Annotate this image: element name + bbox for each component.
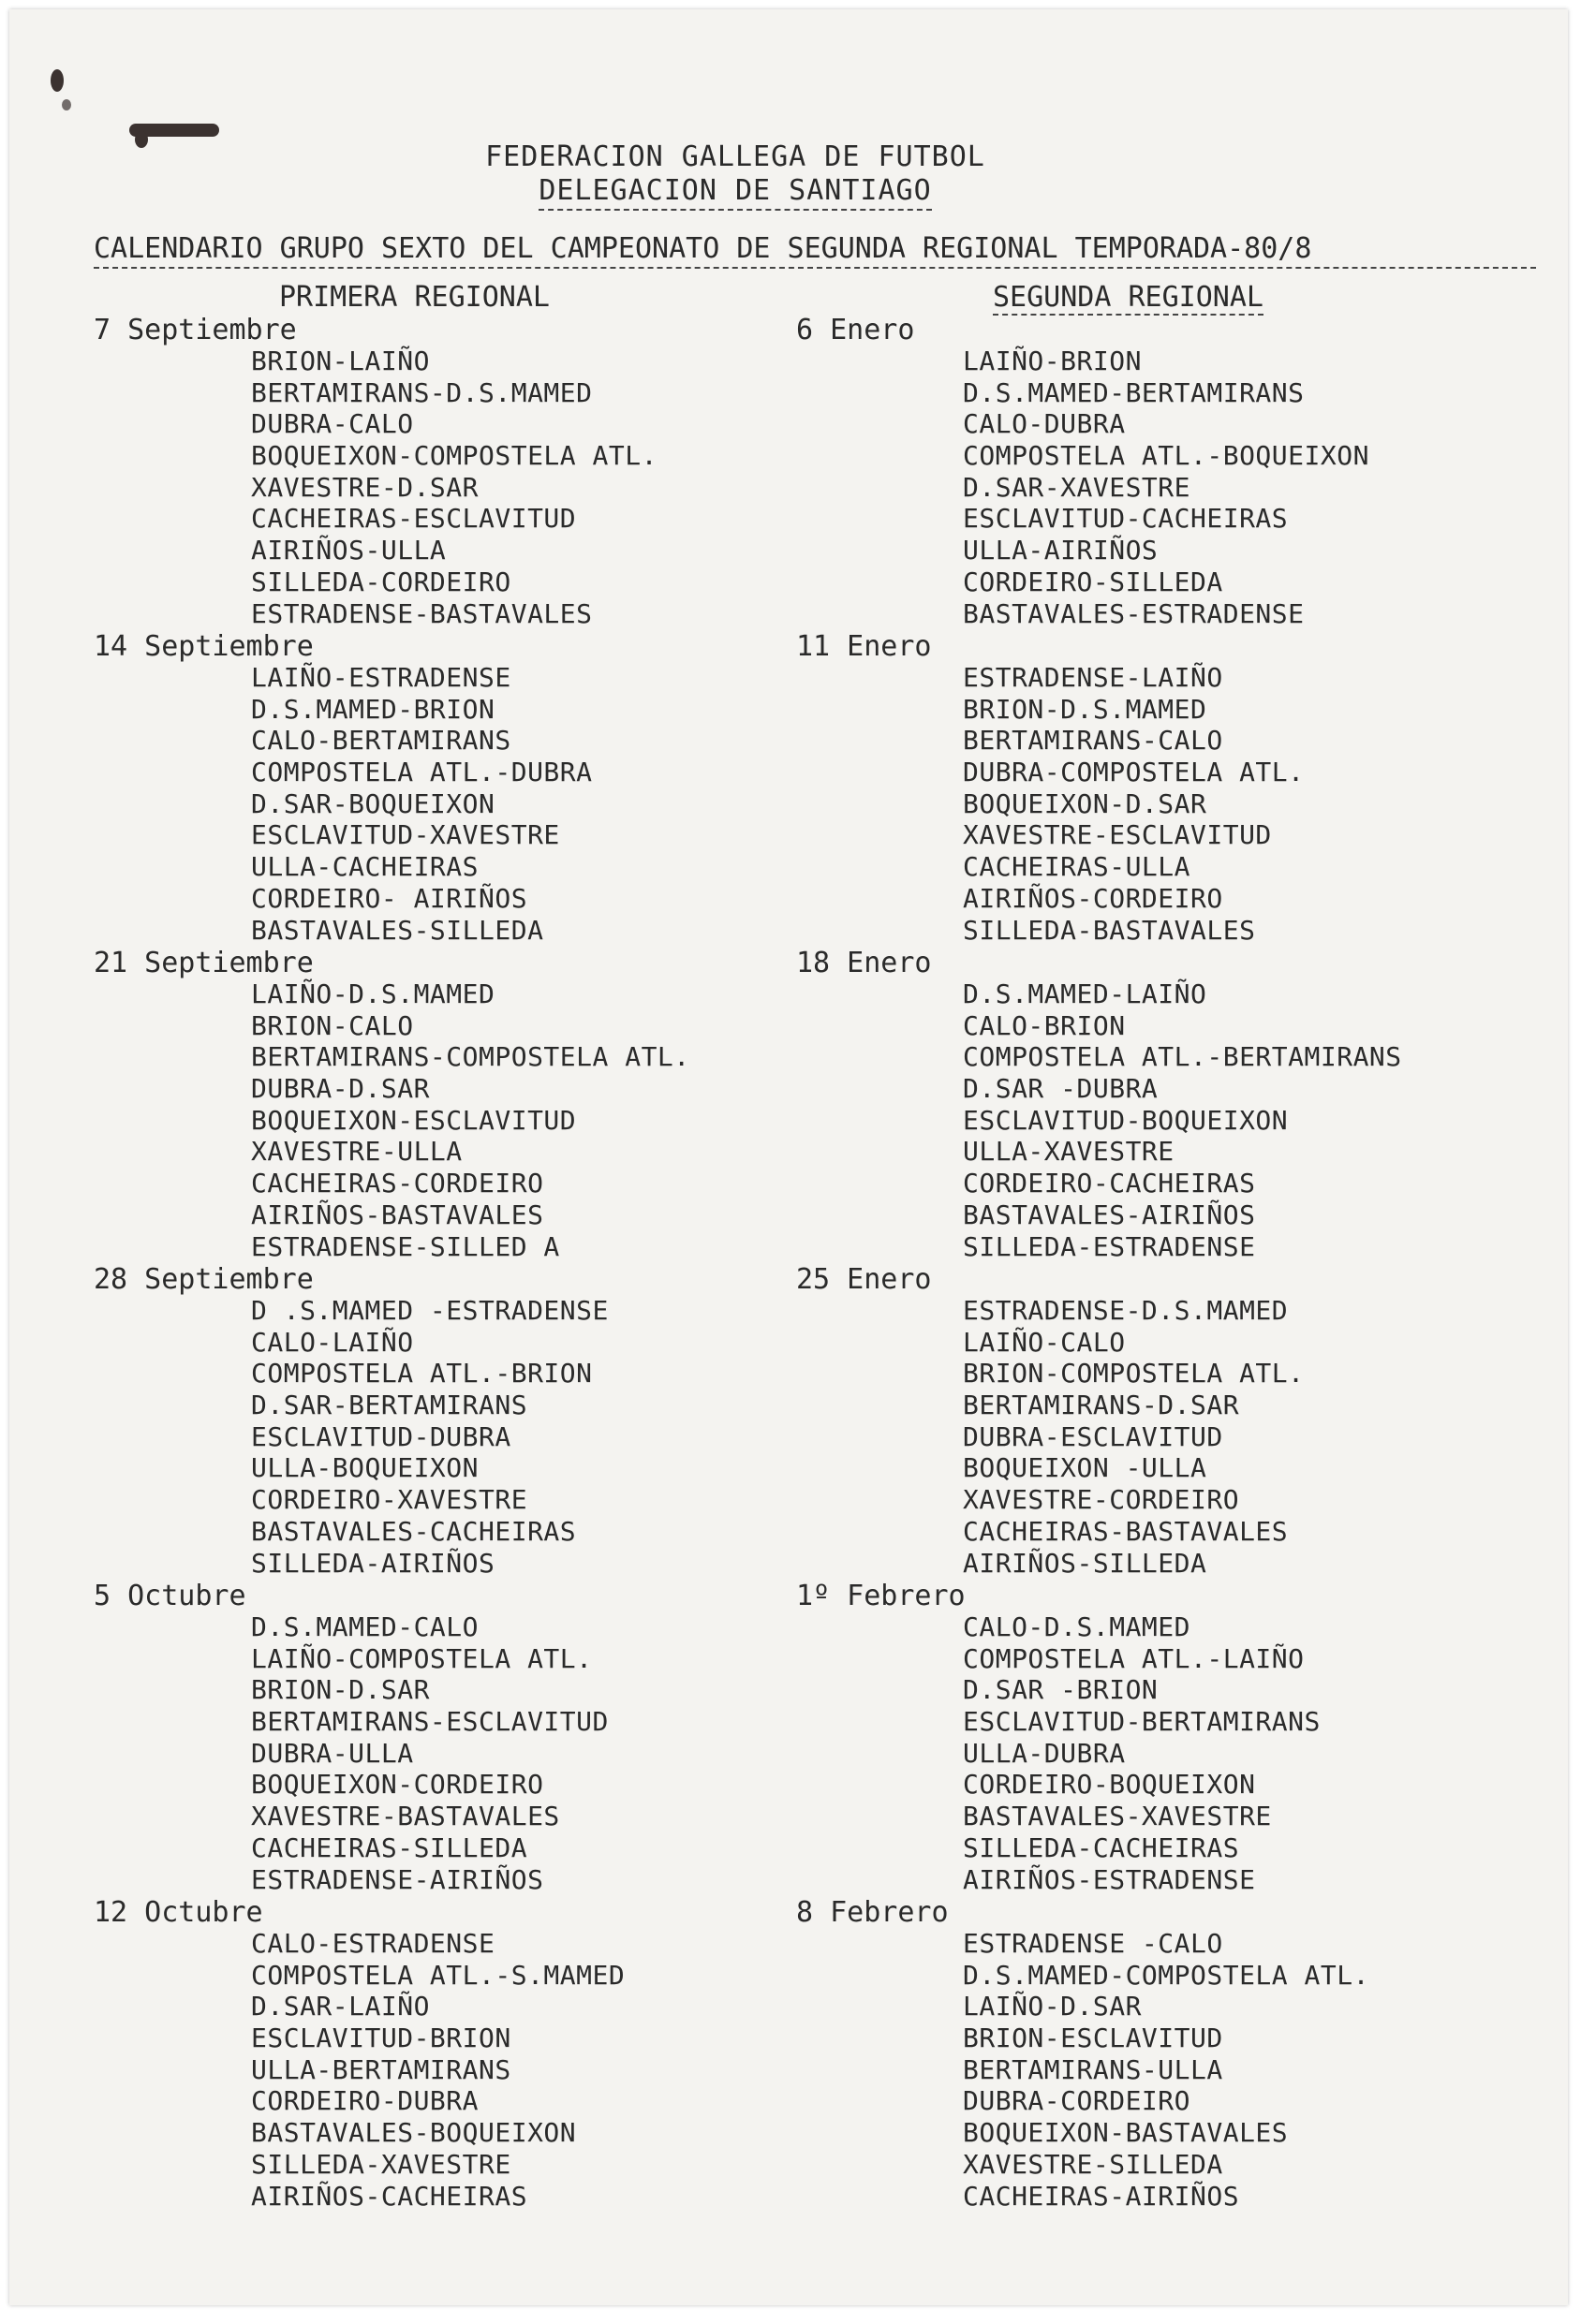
round-date: 5 Octubre: [94, 1580, 246, 1612]
match-fixture: ESCLAVITUD-DUBRA: [251, 1420, 511, 1452]
ink-stain: [51, 69, 64, 92]
match-list: [251, 1295, 609, 1579]
round-block: [787, 1580, 1536, 1896]
round-date: 8 Febrero: [796, 1896, 949, 1929]
match-fixture: BASTAVALES-SILLEDA: [251, 914, 544, 946]
round-date: 12 Octubre: [94, 1896, 263, 1929]
match-fixture: BASTAVALES-ESTRADENSE: [963, 597, 1305, 629]
round-block: [787, 1263, 1536, 1580]
ink-stain: [62, 99, 71, 110]
match-fixture: ULLA-DUBRA: [963, 1737, 1126, 1769]
match-fixture: DUBRA-CORDEIRO: [963, 2085, 1191, 2117]
match-fixture: BRION-D.SAR: [251, 1674, 430, 1706]
match-fixture: CORDEIRO- AIRIÑOS: [251, 882, 528, 914]
round-date: 18 Enero: [796, 947, 932, 979]
match-list: [963, 978, 1402, 1262]
match-fixture: AIRIÑOS-ESTRADENSE: [963, 1863, 1256, 1895]
match-list: [963, 1295, 1305, 1579]
match-fixture: SILLEDA-AIRIÑOS: [251, 1547, 495, 1579]
match-fixture: SILLEDA-CACHEIRAS: [963, 1831, 1240, 1863]
match-fixture: BERTAMIRANS-COMPOSTELA ATL.: [251, 1041, 690, 1073]
match-fixture: D.SAR-BOQUEIXON: [251, 787, 495, 819]
match-fixture: ESCLAVITUD-CACHEIRAS: [963, 503, 1289, 535]
match-fixture: D .S.MAMED -ESTRADENSE: [251, 1295, 609, 1326]
match-fixture: AIRIÑOS-CACHEIRAS: [251, 2180, 528, 2212]
match-fixture: XAVESTRE-ULLA: [251, 1136, 463, 1168]
match-fixture: AIRIÑOS-BASTAVALES: [251, 1199, 544, 1230]
match-fixture: ESTRADENSE-SILLED A: [251, 1230, 560, 1262]
round-date: 25 Enero: [796, 1263, 932, 1296]
match-fixture: BRION-LAIÑO: [251, 346, 430, 376]
match-fixture: BERTAMIRANS-D.SAR: [963, 1390, 1240, 1421]
match-fixture: ESCLAVITUD-BOQUEIXON: [963, 1104, 1289, 1136]
match-fixture: D.S.MAMED-BRION: [251, 693, 495, 725]
match-fixture: COMPOSTELA ATL.-BERTAMIRANS: [963, 1041, 1402, 1073]
match-fixture: DUBRA-COMPOSTELA ATL.: [963, 757, 1305, 788]
match-fixture: ESTRADENSE-BASTAVALES: [251, 597, 593, 629]
round-block: [787, 947, 1536, 1263]
match-fixture: BASTAVALES-AIRIÑOS: [963, 1199, 1256, 1230]
match-fixture: BOQUEIXON-D.SAR: [963, 787, 1207, 819]
match-fixture: COMPOSTELA ATL.-S.MAMED: [251, 1959, 626, 1991]
match-fixture: D.S.MAMED-BERTAMIRANS: [963, 376, 1305, 408]
match-list: [251, 1611, 609, 1895]
segunda-regional-heading: SEGUNDA REGIONAL: [993, 281, 1263, 314]
match-list: [963, 1928, 1369, 2212]
match-fixture: D.S.MAMED-LAIÑO: [963, 978, 1207, 1009]
match-fixture: BOQUEIXON-BASTAVALES: [963, 2117, 1289, 2149]
match-list: [251, 662, 593, 946]
match-fixture: CALO-BERTAMIRANS: [251, 725, 511, 757]
match-fixture: BOQUEIXON -ULLA: [963, 1452, 1207, 1484]
match-fixture: LAIÑO-COMPOSTELA ATL.: [251, 1642, 593, 1674]
match-list: [963, 346, 1369, 629]
round-block: [787, 630, 1536, 947]
match-fixture: CALO-BRION: [963, 1009, 1126, 1041]
match-fixture: BASTAVALES-BOQUEIXON: [251, 2117, 577, 2149]
match-fixture: BOQUEIXON-COMPOSTELA ATL.: [251, 440, 658, 472]
match-fixture: COMPOSTELA ATL.-LAIÑO: [963, 1642, 1305, 1674]
match-fixture: ESCLAVITUD-XAVESTRE: [251, 819, 560, 851]
match-list: [251, 978, 690, 1262]
match-fixture: ULLA-BERTAMIRANS: [251, 2053, 511, 2085]
match-fixture: COMPOSTELA ATL.-DUBRA: [251, 757, 593, 788]
round-date: 6 Enero: [796, 314, 915, 346]
match-fixture: D.SAR-XAVESTRE: [963, 471, 1191, 503]
round-date: 7 Septiembre: [94, 314, 297, 346]
match-fixture: BASTAVALES-CACHEIRAS: [251, 1515, 577, 1547]
federation-title: FEDERACION GALLEGA DE FUTBOL: [485, 140, 985, 173]
match-fixture: ESTRADENSE -CALO: [963, 1928, 1223, 1959]
match-fixture: ULLA-BOQUEIXON: [251, 1452, 480, 1484]
match-fixture: ESTRADENSE-AIRIÑOS: [251, 1863, 544, 1895]
match-fixture: LAIÑO-D.S.MAMED: [251, 978, 495, 1009]
match-fixture: XAVESTRE-CORDEIRO: [963, 1484, 1240, 1516]
match-fixture: CACHEIRAS-ESCLAVITUD: [251, 503, 577, 535]
match-fixture: SILLEDA-ESTRADENSE: [963, 1230, 1256, 1262]
segunda-regional-column: [787, 314, 1536, 2213]
match-list: [963, 662, 1305, 946]
match-fixture: CALO-DUBRA: [963, 408, 1126, 440]
match-fixture: CALO-LAIÑO: [251, 1326, 414, 1358]
match-fixture: XAVESTRE-BASTAVALES: [251, 1801, 560, 1832]
round-date: 1º Febrero: [796, 1580, 966, 1612]
match-fixture: DUBRA-ULLA: [251, 1737, 414, 1769]
match-fixture: CORDEIRO-XAVESTRE: [251, 1484, 528, 1516]
match-fixture: LAIÑO-ESTRADENSE: [251, 662, 511, 693]
match-fixture: LAIÑO-BRION: [963, 346, 1142, 376]
match-fixture: D.SAR -DUBRA: [963, 1073, 1159, 1105]
match-fixture: ULLA-CACHEIRAS: [251, 851, 480, 883]
match-fixture: SILLEDA-BASTAVALES: [963, 914, 1256, 946]
match-fixture: BRION-CALO: [251, 1009, 414, 1041]
document-page: [9, 9, 1568, 2305]
match-fixture: CORDEIRO-DUBRA: [251, 2085, 480, 2117]
match-list: [251, 346, 658, 629]
match-fixture: XAVESTRE-SILLEDA: [963, 2148, 1223, 2180]
match-fixture: CALO-ESTRADENSE: [251, 1928, 495, 1959]
round-block: [94, 947, 787, 1263]
match-fixture: BRION-D.S.MAMED: [963, 693, 1207, 725]
match-fixture: DUBRA-ESCLAVITUD: [963, 1420, 1223, 1452]
match-fixture: D.SAR-BERTAMIRANS: [251, 1390, 528, 1421]
match-fixture: AIRIÑOS-CORDEIRO: [963, 882, 1223, 914]
match-fixture: BERTAMIRANS-ESCLAVITUD: [251, 1706, 609, 1738]
match-fixture: ESCLAVITUD-BERTAMIRANS: [963, 1706, 1321, 1738]
match-fixture: SILLEDA-XAVESTRE: [251, 2148, 511, 2180]
match-fixture: BRION-COMPOSTELA ATL.: [963, 1358, 1305, 1390]
match-list: [963, 1611, 1321, 1895]
match-fixture: DUBRA-CALO: [251, 408, 414, 440]
match-fixture: ESTRADENSE-D.S.MAMED: [963, 1295, 1289, 1326]
round-block: [787, 1896, 1536, 2213]
calendar-title: CALENDARIO GRUPO SEXTO DEL CAMPEONATO DE SEGUNDA REGIONAL TEMPORADA-80/8: [94, 232, 1536, 269]
match-fixture: BERTAMIRANS-ULLA: [963, 2053, 1223, 2085]
match-fixture: LAIÑO-CALO: [963, 1326, 1126, 1358]
round-block: [94, 314, 787, 630]
round-date: 11 Enero: [796, 630, 932, 663]
match-fixture: CORDEIRO-BOQUEIXON: [963, 1769, 1256, 1801]
match-fixture: COMPOSTELA ATL.-BRION: [251, 1358, 593, 1390]
match-fixture: CACHEIRAS-AIRIÑOS: [963, 2180, 1240, 2212]
match-fixture: CACHEIRAS-BASTAVALES: [963, 1515, 1289, 1547]
match-fixture: SILLEDA-CORDEIRO: [251, 566, 511, 597]
match-fixture: CORDEIRO-CACHEIRAS: [963, 1168, 1256, 1199]
match-fixture: BOQUEIXON-CORDEIRO: [251, 1769, 544, 1801]
match-fixture: AIRIÑOS-SILLEDA: [963, 1547, 1207, 1579]
match-fixture: BASTAVALES-XAVESTRE: [963, 1801, 1272, 1832]
match-fixture: LAIÑO-D.SAR: [963, 1991, 1142, 2022]
match-fixture: ULLA-AIRIÑOS: [963, 535, 1159, 566]
round-block: [94, 1263, 787, 1580]
match-fixture: ESTRADENSE-LAIÑO: [963, 662, 1223, 693]
delegation-title: [9, 174, 1461, 207]
match-fixture: DUBRA-D.SAR: [251, 1073, 430, 1105]
match-fixture: ULLA-XAVESTRE: [963, 1136, 1175, 1168]
match-fixture: D.S.MAMED-CALO: [251, 1611, 480, 1642]
match-fixture: CALO-D.S.MAMED: [963, 1611, 1191, 1642]
round-block: [94, 1896, 787, 2213]
primera-regional-column: [94, 314, 787, 2213]
match-fixture: D.S.MAMED-COMPOSTELA ATL.: [963, 1959, 1369, 1991]
round-date: 28 Septiembre: [94, 1263, 314, 1296]
match-fixture: CACHEIRAS-SILLEDA: [251, 1831, 528, 1863]
match-fixture: D.SAR-LAIÑO: [251, 1991, 430, 2022]
match-fixture: BRION-ESCLAVITUD: [963, 2022, 1223, 2054]
match-fixture: BOQUEIXON-ESCLAVITUD: [251, 1104, 577, 1136]
primera-regional-heading: PRIMERA REGIONAL: [279, 281, 550, 314]
round-block: [787, 314, 1536, 630]
match-fixture: CACHEIRAS-ULLA: [963, 851, 1191, 883]
round-block: [94, 630, 787, 947]
delegation-title-text: DELEGACION DE SANTIAGO: [539, 174, 931, 211]
match-fixture: XAVESTRE-ESCLAVITUD: [963, 819, 1272, 851]
match-fixture: BERTAMIRANS-CALO: [963, 725, 1223, 757]
match-list: [251, 1928, 625, 2212]
match-fixture: XAVESTRE-D.SAR: [251, 471, 480, 503]
match-fixture: CORDEIRO-SILLEDA: [963, 566, 1223, 597]
match-fixture: COMPOSTELA ATL.-BOQUEIXON: [963, 440, 1369, 472]
match-fixture: CACHEIRAS-CORDEIRO: [251, 1168, 544, 1199]
match-fixture: ESCLAVITUD-BRION: [251, 2022, 511, 2054]
match-fixture: BERTAMIRANS-D.S.MAMED: [251, 376, 593, 408]
round-date: 14 Septiembre: [94, 630, 314, 663]
match-fixture: AIRIÑOS-ULLA: [251, 535, 447, 566]
round-block: [94, 1580, 787, 1896]
match-fixture: D.SAR -BRION: [963, 1674, 1159, 1706]
round-date: 21 Septiembre: [94, 947, 314, 979]
